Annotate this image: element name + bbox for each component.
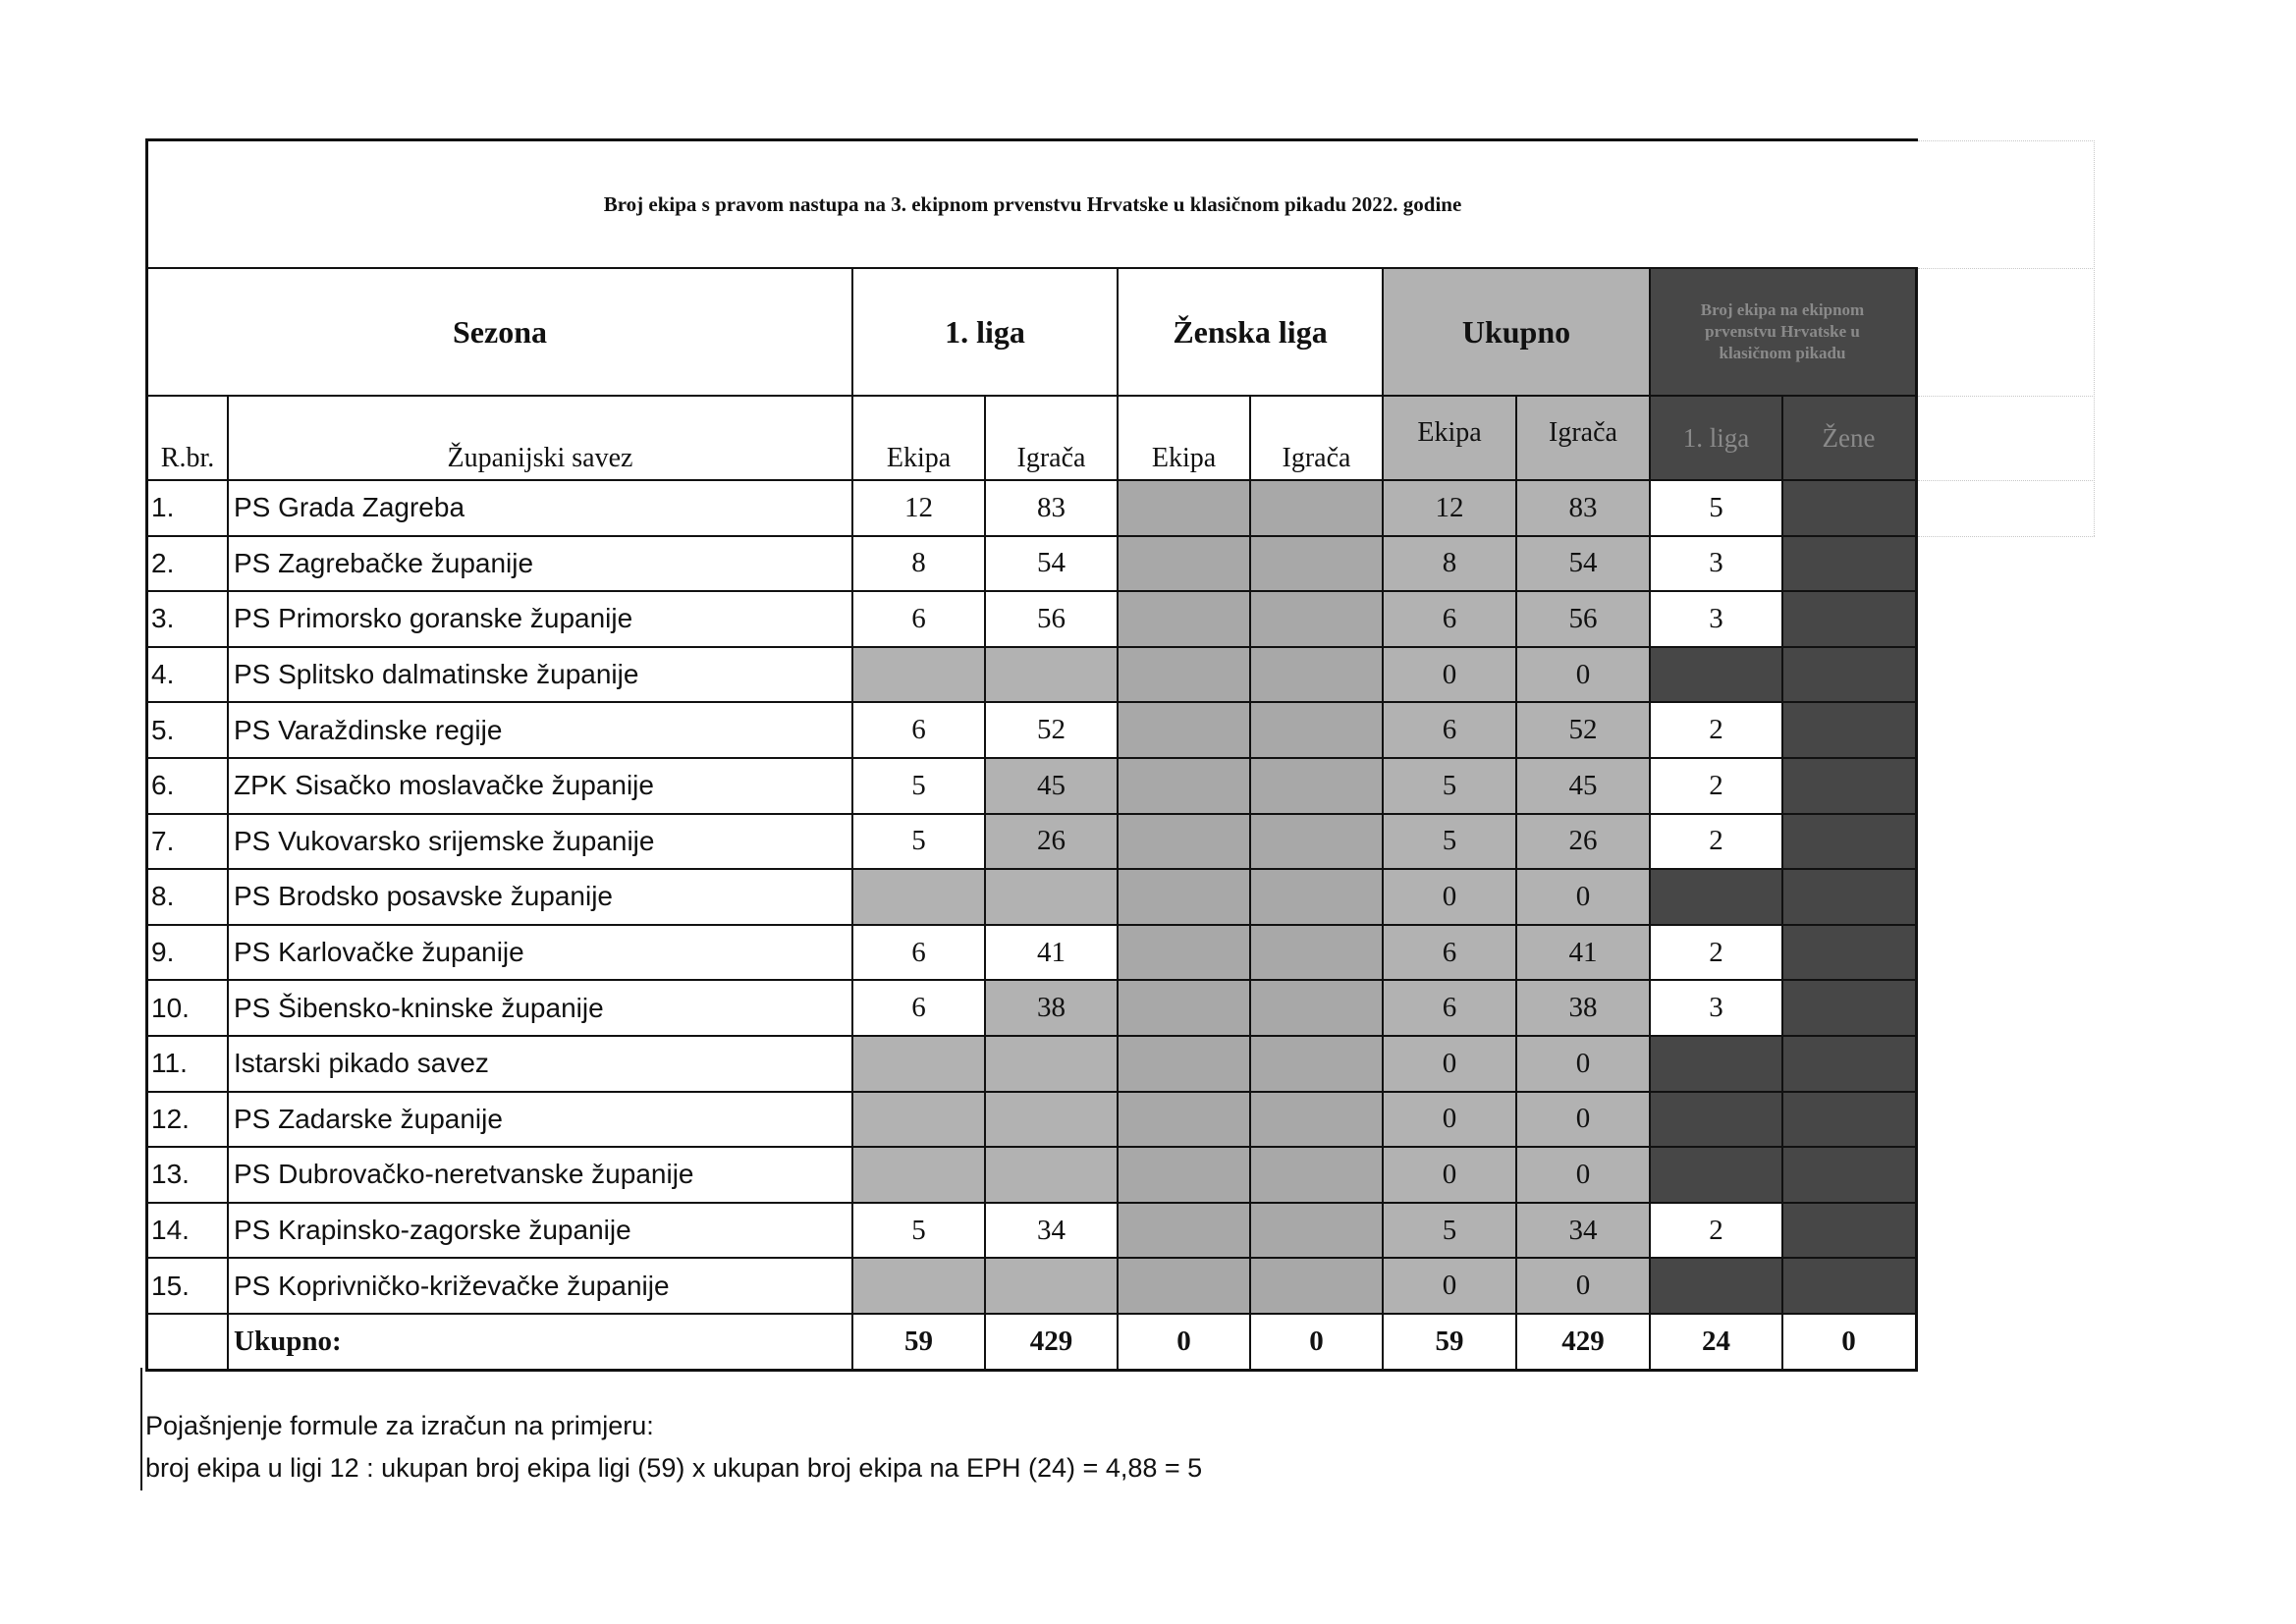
table-cell-eph-liga: 2	[1709, 936, 1723, 968]
table-cell-z-igraca	[1250, 1147, 1383, 1203]
table-border-right	[1915, 267, 1918, 1371]
table-cell-u-ekipa: 0	[1383, 1036, 1516, 1092]
table-cell-rbr: 13.	[151, 1159, 190, 1190]
grid-line	[145, 1146, 1918, 1148]
table-cell-z-ekipa	[1118, 1147, 1250, 1203]
subheader-1liga-ekipa: Ekipa	[886, 443, 952, 473]
table-cell-rbr: 11.	[151, 1048, 188, 1079]
totals-cell-z-igraca: 0	[1309, 1325, 1324, 1357]
table-cell-eph-zene	[1782, 536, 1915, 592]
grid-line	[1249, 480, 1251, 1370]
table-cell-eph-zene	[1782, 702, 1915, 758]
table-cell-savez: PS Šibensko-kninske županije	[234, 992, 604, 1023]
table-cell-z-igraca	[1250, 1203, 1383, 1259]
table-cell-l1-igraca: 54	[1037, 547, 1066, 579]
table-cell-eph-liga: 2	[1709, 825, 1723, 857]
table-cell-z-ekipa	[1118, 1203, 1250, 1259]
grid-line	[145, 1313, 1918, 1315]
grid-line	[1382, 395, 1384, 480]
table-cell-u-igraca: 41	[1516, 925, 1650, 981]
table-cell-z-ekipa	[1118, 647, 1250, 703]
table-cell-rbr: 14.	[151, 1215, 190, 1246]
grid-line	[145, 813, 1918, 815]
grid-line	[1382, 480, 1384, 1370]
table-cell-eph-liga	[1650, 647, 1782, 703]
grid-line	[1649, 267, 1651, 396]
table-cell-eph-liga: 3	[1709, 547, 1723, 579]
table-cell-savez: PS Splitsko dalmatinske županije	[234, 659, 639, 690]
totals-cell-eph-zene: 0	[1841, 1325, 1856, 1357]
table-border-left	[145, 138, 148, 1372]
table-cell-eph-zene	[1782, 1258, 1915, 1314]
table-cell-l1-ekipa	[852, 1036, 985, 1092]
grid-line	[1515, 480, 1517, 1370]
table-cell-z-igraca	[1250, 758, 1383, 814]
table-cell-u-ekipa: 8	[1383, 536, 1516, 592]
table-cell-savez: PS Zadarske županije	[234, 1103, 503, 1134]
grid-line	[145, 1091, 1918, 1093]
table-cell-l1-igraca: 41	[1037, 936, 1066, 968]
sheet-gridline	[1918, 268, 2095, 269]
sheet-gridline	[1918, 536, 2095, 537]
table-cell-l1-ekipa: 6	[911, 714, 926, 746]
table-cell-l1-ekipa	[852, 647, 985, 703]
table-cell-z-igraca	[1250, 814, 1383, 870]
table-cell-u-igraca: 0	[1516, 1147, 1650, 1203]
table-cell-l1-ekipa	[852, 1147, 985, 1203]
sheet-gridline	[1918, 140, 2095, 141]
table-cell-z-ekipa	[1118, 869, 1250, 925]
table-cell-z-igraca	[1250, 591, 1383, 647]
table-cell-l1-ekipa: 5	[911, 769, 926, 801]
grid-line	[145, 1257, 1918, 1259]
note-left-border	[140, 1368, 142, 1490]
table-cell-u-igraca: 83	[1516, 480, 1650, 536]
formula-note-line2: broj ekipa u ligi 12 : ukupan broj ekipa ligi (59) x ukupan broj ekipa na EPH (24) = 4,88 = 5	[145, 1453, 1203, 1483]
grid-line	[1249, 395, 1251, 480]
grid-line	[1781, 480, 1783, 1370]
table-cell-z-igraca	[1250, 647, 1383, 703]
table-cell-u-igraca: 0	[1516, 1258, 1650, 1314]
table-cell-l1-igraca: 38	[985, 980, 1118, 1036]
table-cell-l1-igraca: 56	[1037, 602, 1066, 634]
table-cell-u-ekipa: 0	[1383, 1092, 1516, 1148]
grid-line	[984, 395, 986, 480]
table-cell-u-ekipa: 0	[1383, 647, 1516, 703]
table-cell-eph-zene	[1782, 980, 1915, 1036]
table-cell-z-igraca	[1250, 480, 1383, 536]
table-cell-savez: PS Brodsko posavske županije	[234, 881, 613, 912]
table-cell-u-igraca: 0	[1516, 869, 1650, 925]
table-cell-u-ekipa: 0	[1383, 1258, 1516, 1314]
table-cell-l1-ekipa: 5	[911, 1214, 926, 1246]
table-cell-eph-liga: 2	[1709, 769, 1723, 801]
table-cell-l1-igraca	[985, 1036, 1118, 1092]
table-title: Broj ekipa s pravom nastupa na 3. ekipnom prvenstvu Hrvatske u klasičnom pikadu 2022. godine	[603, 191, 1462, 216]
sheet-gridline	[1918, 396, 2095, 397]
table-cell-u-ekipa: 5	[1383, 1203, 1516, 1259]
table-cell-z-igraca	[1250, 702, 1383, 758]
table-cell-eph-liga	[1650, 1258, 1782, 1314]
table-cell-l1-ekipa: 5	[911, 825, 926, 857]
table-cell-eph-liga	[1650, 1092, 1782, 1148]
grid-line	[145, 701, 1918, 703]
subheader-rbr: R.br.	[160, 443, 215, 473]
table-cell-u-ekipa: 0	[1383, 869, 1516, 925]
table-cell-u-ekipa: 6	[1383, 980, 1516, 1036]
table-cell-z-igraca	[1250, 1092, 1383, 1148]
header-1-liga: 1. liga	[945, 313, 1025, 350]
table-cell-z-ekipa	[1118, 758, 1250, 814]
table-cell-savez: PS Grada Zagreba	[234, 492, 465, 523]
table-cell-savez: Istarski pikado savez	[234, 1048, 489, 1079]
table-cell-l1-igraca: 52	[1037, 714, 1066, 746]
table-cell-z-ekipa	[1118, 1258, 1250, 1314]
table-cell-rbr: 4.	[151, 659, 175, 690]
table-cell-u-ekipa: 5	[1383, 814, 1516, 870]
table-cell-z-ekipa	[1118, 1036, 1250, 1092]
table-cell-l1-ekipa: 8	[911, 547, 926, 579]
table-cell-eph-zene	[1782, 758, 1915, 814]
table-cell-rbr: 9.	[151, 937, 175, 968]
table-cell-eph-zene	[1782, 591, 1915, 647]
table-cell-z-igraca	[1250, 980, 1383, 1036]
table-cell-eph-liga: 5	[1709, 491, 1723, 523]
grid-line	[1649, 395, 1651, 480]
grid-line	[145, 479, 1918, 481]
grid-line	[1649, 480, 1651, 1370]
subheader-zenska-ekipa: Ekipa	[1151, 443, 1217, 473]
table-cell-l1-igraca: 45	[985, 758, 1118, 814]
subheader-zenska-igraca: Igrača	[1282, 443, 1351, 473]
table-cell-z-igraca	[1250, 925, 1383, 981]
table-cell-z-ekipa	[1118, 1092, 1250, 1148]
table-cell-u-ekipa: 6	[1383, 702, 1516, 758]
table-cell-u-igraca: 34	[1516, 1203, 1650, 1259]
grid-line	[851, 267, 853, 1371]
table-cell-l1-igraca	[985, 869, 1118, 925]
table-cell-l1-igraca	[985, 1258, 1118, 1314]
grid-line	[145, 590, 1918, 592]
table-cell-eph-liga	[1650, 869, 1782, 925]
table-cell-rbr: 10.	[151, 992, 190, 1023]
header-zenska-liga: Ženska liga	[1173, 313, 1328, 350]
table-cell-l1-ekipa	[852, 1258, 985, 1314]
table-cell-eph-liga	[1650, 1036, 1782, 1092]
totals-cell-z-ekipa: 0	[1176, 1325, 1191, 1357]
table-cell-z-ekipa	[1118, 814, 1250, 870]
table-cell-eph-liga: 2	[1709, 1214, 1723, 1246]
header-ukupno: Ukupno	[1383, 268, 1650, 396]
table-cell-u-igraca: 0	[1516, 1036, 1650, 1092]
table-cell-u-igraca: 52	[1516, 702, 1650, 758]
table-cell-u-igraca: 0	[1516, 1092, 1650, 1148]
table-cell-l1-ekipa	[852, 1092, 985, 1148]
grid-line	[145, 924, 1918, 926]
table-cell-savez: PS Varaždinske regije	[234, 714, 503, 745]
table-cell-rbr: 12.	[151, 1103, 190, 1134]
table-cell-u-igraca: 38	[1516, 980, 1650, 1036]
table-cell-u-ekipa: 6	[1383, 925, 1516, 981]
totals-cell-l1-igraca: 429	[1029, 1325, 1073, 1357]
table-cell-u-igraca: 56	[1516, 591, 1650, 647]
table-cell-u-igraca: 0	[1516, 647, 1650, 703]
grid-line	[1117, 267, 1119, 1371]
table-cell-eph-zene	[1782, 869, 1915, 925]
table-cell-l1-igraca: 83	[1037, 491, 1066, 523]
header-eph: Broj ekipa na ekipnom prvenstvu Hrvatske u klasičnom pikadu	[1650, 268, 1915, 396]
grid-line	[145, 979, 1918, 981]
table-cell-rbr: 7.	[151, 825, 175, 856]
table-cell-u-igraca: 26	[1516, 814, 1650, 870]
table-cell-eph-zene	[1782, 647, 1915, 703]
header-sezona: Sezona	[453, 313, 547, 350]
table-cell-z-ekipa	[1118, 980, 1250, 1036]
table-cell-rbr: 5.	[151, 714, 175, 745]
table-cell-savez: PS Krapinsko-zagorske županije	[234, 1215, 631, 1246]
table-cell-savez: PS Dubrovačko-neretvanske županije	[234, 1159, 694, 1190]
table-cell-l1-ekipa: 6	[911, 992, 926, 1024]
totals-cell-eph-liga: 24	[1702, 1325, 1730, 1357]
table-cell-l1-igraca	[985, 1092, 1118, 1148]
grid-line	[145, 1369, 1918, 1372]
table-cell-rbr: 15.	[151, 1270, 190, 1301]
grid-line	[1515, 395, 1517, 480]
table-cell-eph-liga	[1650, 1147, 1782, 1203]
table-cell-z-ekipa	[1118, 536, 1250, 592]
subheader-ukupno-igraca: Igrača	[1516, 396, 1650, 480]
subheader-1liga-igraca: Igrača	[1016, 443, 1086, 473]
table-cell-u-ekipa: 6	[1383, 591, 1516, 647]
table-cell-u-ekipa: 12	[1383, 480, 1516, 536]
totals-cell-label: Ukupno:	[234, 1325, 342, 1357]
table-cell-savez: PS Koprivničko-križevačke županije	[234, 1270, 670, 1301]
table-cell-z-ekipa	[1118, 480, 1250, 536]
table-cell-l1-ekipa: 12	[904, 491, 933, 523]
table-cell-rbr: 8.	[151, 881, 175, 912]
table-cell-eph-liga: 3	[1709, 602, 1723, 634]
table-cell-eph-zene	[1782, 814, 1915, 870]
table-cell-z-igraca	[1250, 1036, 1383, 1092]
subheader-eph-zene: Žene	[1782, 396, 1915, 480]
sheet-gridline	[2094, 140, 2095, 536]
table-cell-l1-igraca: 26	[985, 814, 1118, 870]
grid-line	[145, 395, 1918, 397]
table-cell-savez: PS Karlovačke županije	[234, 937, 524, 968]
grid-line	[1382, 267, 1384, 396]
table-cell-z-ekipa	[1118, 925, 1250, 981]
sheet-gridline	[1918, 480, 2095, 481]
table-cell-u-igraca: 45	[1516, 758, 1650, 814]
grid-line	[145, 1035, 1918, 1037]
table-cell-z-igraca	[1250, 869, 1383, 925]
table-cell-rbr: 6.	[151, 770, 175, 801]
grid-line	[145, 646, 1918, 648]
table-cell-z-igraca	[1250, 1258, 1383, 1314]
table-cell-eph-liga: 3	[1709, 992, 1723, 1024]
table-cell-eph-zene	[1782, 1036, 1915, 1092]
table-cell-u-ekipa: 0	[1383, 1147, 1516, 1203]
table-cell-eph-zene	[1782, 480, 1915, 536]
grid-line	[145, 868, 1918, 870]
table-cell-u-ekipa: 5	[1383, 758, 1516, 814]
grid-line	[227, 395, 229, 1371]
grid-line	[145, 1202, 1918, 1204]
table-cell-eph-zene	[1782, 925, 1915, 981]
grid-line	[145, 757, 1918, 759]
table-cell-l1-ekipa	[852, 869, 985, 925]
grid-line	[145, 267, 1918, 269]
table-cell-eph-zene	[1782, 1203, 1915, 1259]
table-cell-z-igraca	[1250, 536, 1383, 592]
grid-line	[145, 535, 1918, 537]
table-cell-z-ekipa	[1118, 591, 1250, 647]
table-cell-rbr: 2.	[151, 547, 175, 578]
table-border-top	[145, 138, 1918, 141]
table-cell-z-ekipa	[1118, 702, 1250, 758]
table-cell-savez: PS Zagrebačke županije	[234, 547, 534, 578]
table-cell-eph-zene	[1782, 1092, 1915, 1148]
formula-note-line1: Pojašnjenje formule za izračun na primjeru:	[145, 1411, 654, 1440]
grid-line	[1781, 395, 1783, 480]
table-cell-l1-igraca	[985, 647, 1118, 703]
table-cell-l1-igraca: 34	[1037, 1214, 1066, 1246]
table-cell-savez: ZPK Sisačko moslavačke županije	[234, 770, 654, 801]
table-cell-savez: PS Primorsko goranske županije	[234, 603, 633, 634]
table-cell-rbr: 1.	[151, 492, 175, 523]
totals-cell-l1-ekipa: 59	[904, 1325, 933, 1357]
table-cell-u-igraca: 54	[1516, 536, 1650, 592]
subheader-ukupno-ekipa: Ekipa	[1383, 396, 1516, 480]
table-cell-eph-zene	[1782, 1147, 1915, 1203]
table-cell-l1-ekipa: 6	[911, 602, 926, 634]
table-cell-savez: PS Vukovarsko srijemske županije	[234, 825, 655, 856]
totals-cell-u-igraca: 429	[1561, 1325, 1605, 1357]
subheader-eph-1liga: 1. liga	[1650, 396, 1782, 480]
table-cell-rbr: 3.	[151, 603, 175, 634]
table-cell-l1-ekipa: 6	[911, 936, 926, 968]
totals-cell-u-ekipa: 59	[1435, 1325, 1464, 1357]
subheader-zupanijski-savez: Županijski savez	[447, 443, 633, 473]
table-cell-eph-liga: 2	[1709, 714, 1723, 746]
table-cell-l1-igraca	[985, 1147, 1118, 1203]
grid-line	[984, 480, 986, 1370]
